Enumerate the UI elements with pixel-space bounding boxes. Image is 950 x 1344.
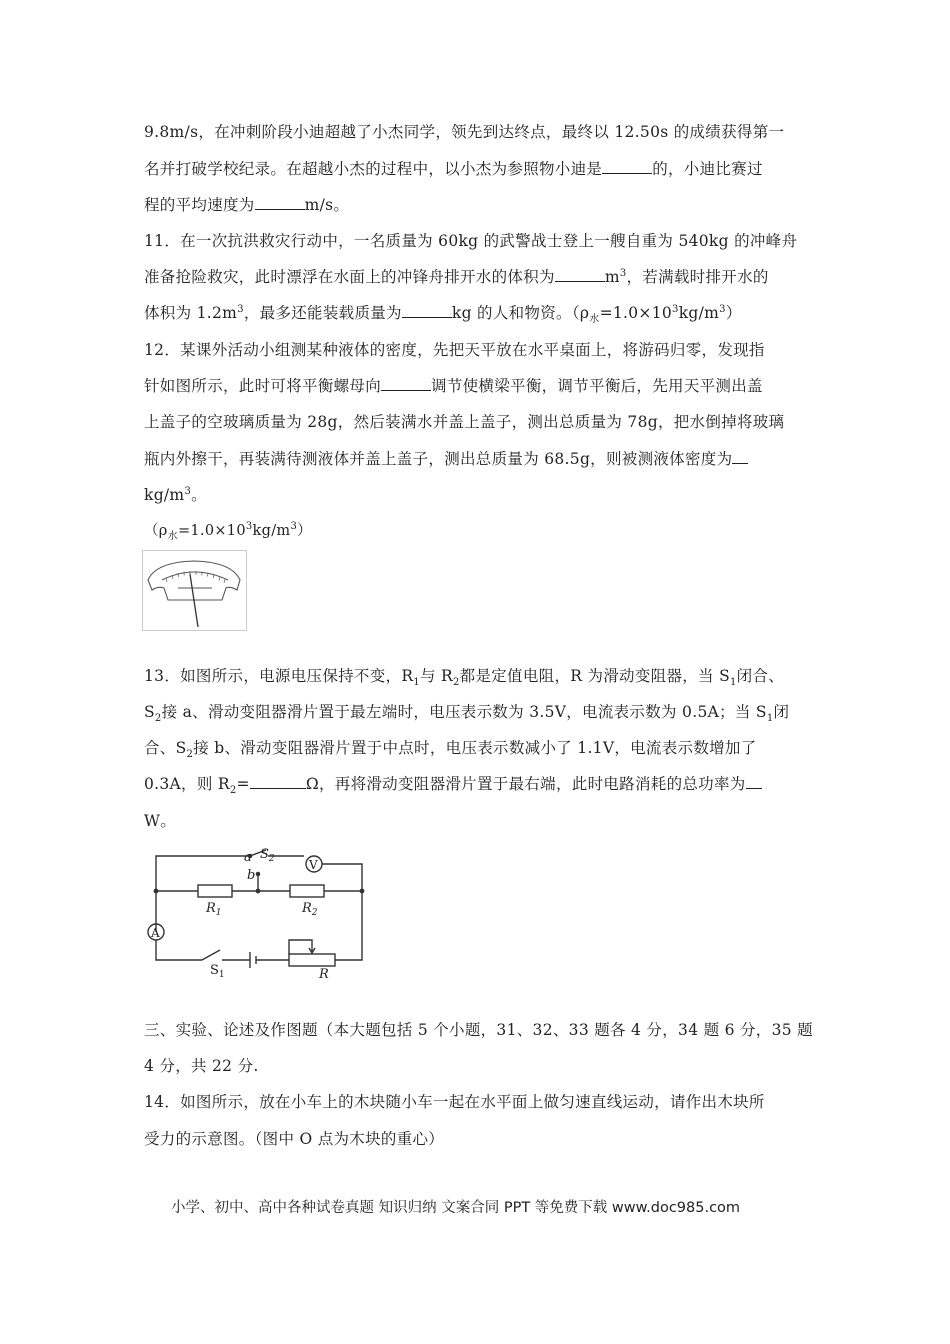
text: （ρ — [144, 523, 168, 539]
q12-line-4 — [144, 447, 748, 469]
text: 13．如图所示，电源电压保持不变，R — [144, 667, 414, 685]
answer-blank — [255, 195, 305, 210]
q13-line-5: W。 — [144, 812, 177, 830]
text: S — [144, 703, 155, 721]
text: 程的平均速度为 — [144, 196, 255, 214]
subscript: 1 — [729, 677, 737, 689]
text: ） — [297, 523, 312, 539]
answer-blank — [732, 449, 748, 464]
ammeter-label: A — [151, 926, 160, 940]
subscript: 水 — [589, 314, 600, 326]
text: =1.0×10 — [177, 523, 246, 539]
text: 都是定值电阻，R 为滑动变阻器，当 S — [459, 667, 730, 685]
text: kg/m — [144, 486, 185, 504]
text: ，若满载时排开水的 — [626, 268, 769, 286]
q13-line-3 — [144, 736, 757, 760]
answer-blank — [402, 303, 452, 318]
q12-line-3: 上盖子的空玻璃质量为 28g，然后装满水并盖上盖子，测出总质量为 78g，把水倒掉将玻璃 — [144, 413, 785, 431]
text: 体积为 1.2m — [144, 304, 238, 322]
q13-line-2 — [144, 700, 789, 724]
text: 瓶内外擦干，再装满待测液体并盖上盖子，测出总质量为 68.5g，则被测液体密度为 — [144, 450, 733, 468]
text: m/s。 — [304, 196, 350, 214]
subscript: 2 — [186, 749, 194, 761]
q11-line-1: 11．在一次抗洪救灾行动中，一名质量为 60kg 的武警战士登上一艘自重为 540kg 的冲峰舟 — [144, 232, 798, 250]
voltmeter-label: V — [309, 858, 318, 872]
subscript: 2 — [154, 713, 162, 725]
text: kg/m — [678, 304, 720, 322]
subscript: 1 — [766, 713, 774, 725]
subscript: 2 — [229, 785, 237, 797]
r2-label: $R_2$ — [302, 901, 318, 918]
s1-label: $S_1$ — [210, 963, 225, 978]
section3-line-1: 三、实验、论述及作图题（本大题包括 5 个小题，31、32、33 题各 4 分，34 题 6 分，35 题 — [144, 1021, 813, 1039]
subscript: 水 — [167, 530, 178, 542]
q12-line-1: 12．某课外活动小组测某种液体的密度，先把天平放在水平桌面上，将游码归零，发现指 — [144, 341, 765, 359]
q13-line-4 — [144, 772, 762, 796]
s2-label: $S_2$ — [260, 847, 275, 864]
subscript: 2 — [452, 677, 460, 689]
answer-blank — [555, 267, 605, 282]
q10-line-1: 9.8m/s，在冲刺阶段小迪超越了小杰同学，领先到达终点，最终以 12.50s 的成绩获得第一 — [144, 123, 785, 141]
subscript: 1 — [413, 677, 420, 689]
text: 0.3A，则 R — [144, 775, 230, 793]
text: 准备抢险救灾，此时漂浮在水面上的冲锋舟排开水的体积为 — [144, 268, 555, 286]
q12-line-6 — [144, 519, 312, 542]
text: =1.0×10 — [599, 304, 673, 322]
text: 合、S — [144, 739, 187, 757]
text: = — [236, 775, 250, 793]
answer-blank — [381, 376, 431, 391]
text: 的，小迪比赛过 — [652, 160, 763, 178]
text: Ω，再将滑动变阻器滑片置于最右端，此时电路消耗的总功率为 — [305, 775, 746, 793]
q14-line-1: 14．如图所示，放在小车上的木块随小车一起在水平面上做匀速直线运动，请作出木块所 — [144, 1093, 765, 1111]
r1-label: $R_1$ — [206, 901, 222, 918]
text: 接 a、滑动变阻器滑片置于最左端时，电压表示数为 3.5V，电流表示数为 0.5A；当 S — [161, 703, 767, 721]
superscript: 3 — [672, 303, 679, 315]
q11-line-3 — [144, 301, 742, 325]
text: ） — [725, 304, 742, 322]
superscript: 3 — [719, 303, 726, 315]
text: 调节使横梁平衡，调节平衡后，先用天平测出盖 — [431, 377, 763, 395]
q12-line-2 — [144, 374, 763, 396]
q10-line-2 — [144, 157, 763, 179]
superscript: 3 — [619, 267, 627, 279]
rheostat-label: R — [319, 967, 329, 978]
text: ，最多还能装载质量为 — [243, 304, 402, 322]
q12-line-5 — [144, 483, 207, 505]
text: kg/m — [252, 523, 291, 539]
text: 与 R — [419, 667, 453, 685]
balance-scale-figure — [142, 550, 248, 632]
answer-blank — [250, 774, 306, 789]
text: 闭 — [773, 703, 790, 721]
superscript: 3 — [237, 303, 244, 315]
section3-line-2: 4 分，共 22 分. — [144, 1057, 259, 1075]
q13-line-1 — [144, 664, 784, 688]
text: m — [604, 268, 620, 286]
text: 名并打破学校纪录。在超越小杰的过程中，以小杰为参照物小迪是 — [144, 160, 603, 178]
answer-blank — [746, 774, 762, 789]
text: 针如图所示，此时可将平衡螺母向 — [144, 377, 382, 395]
switch-a-label: a — [244, 850, 252, 865]
text: 。 — [191, 486, 207, 504]
text: 接 b、滑动变阻器滑片置于中点时，电压表示数减小了 1.1V，电流表示数增加了 — [193, 739, 757, 757]
q11-line-2 — [144, 265, 769, 287]
superscript: 3 — [184, 485, 192, 497]
answer-blank — [602, 159, 652, 174]
q14-line-2: 受力的示意图。（图中 O 点为木块的重心） — [144, 1130, 445, 1148]
page-footer: 小学、初中、高中各种试卷真题 知识归纳 文案合同 PPT 等免费下载 www.doc985.com — [171, 1200, 741, 1216]
q10-line-3 — [144, 193, 349, 215]
text: kg 的人和物资。（ρ — [451, 304, 590, 322]
superscript: 3 — [290, 521, 298, 533]
circuit-diagram — [144, 846, 374, 978]
superscript: 3 — [245, 521, 253, 533]
switch-b-label: b — [247, 868, 256, 883]
text: 闭合、 — [736, 667, 785, 685]
